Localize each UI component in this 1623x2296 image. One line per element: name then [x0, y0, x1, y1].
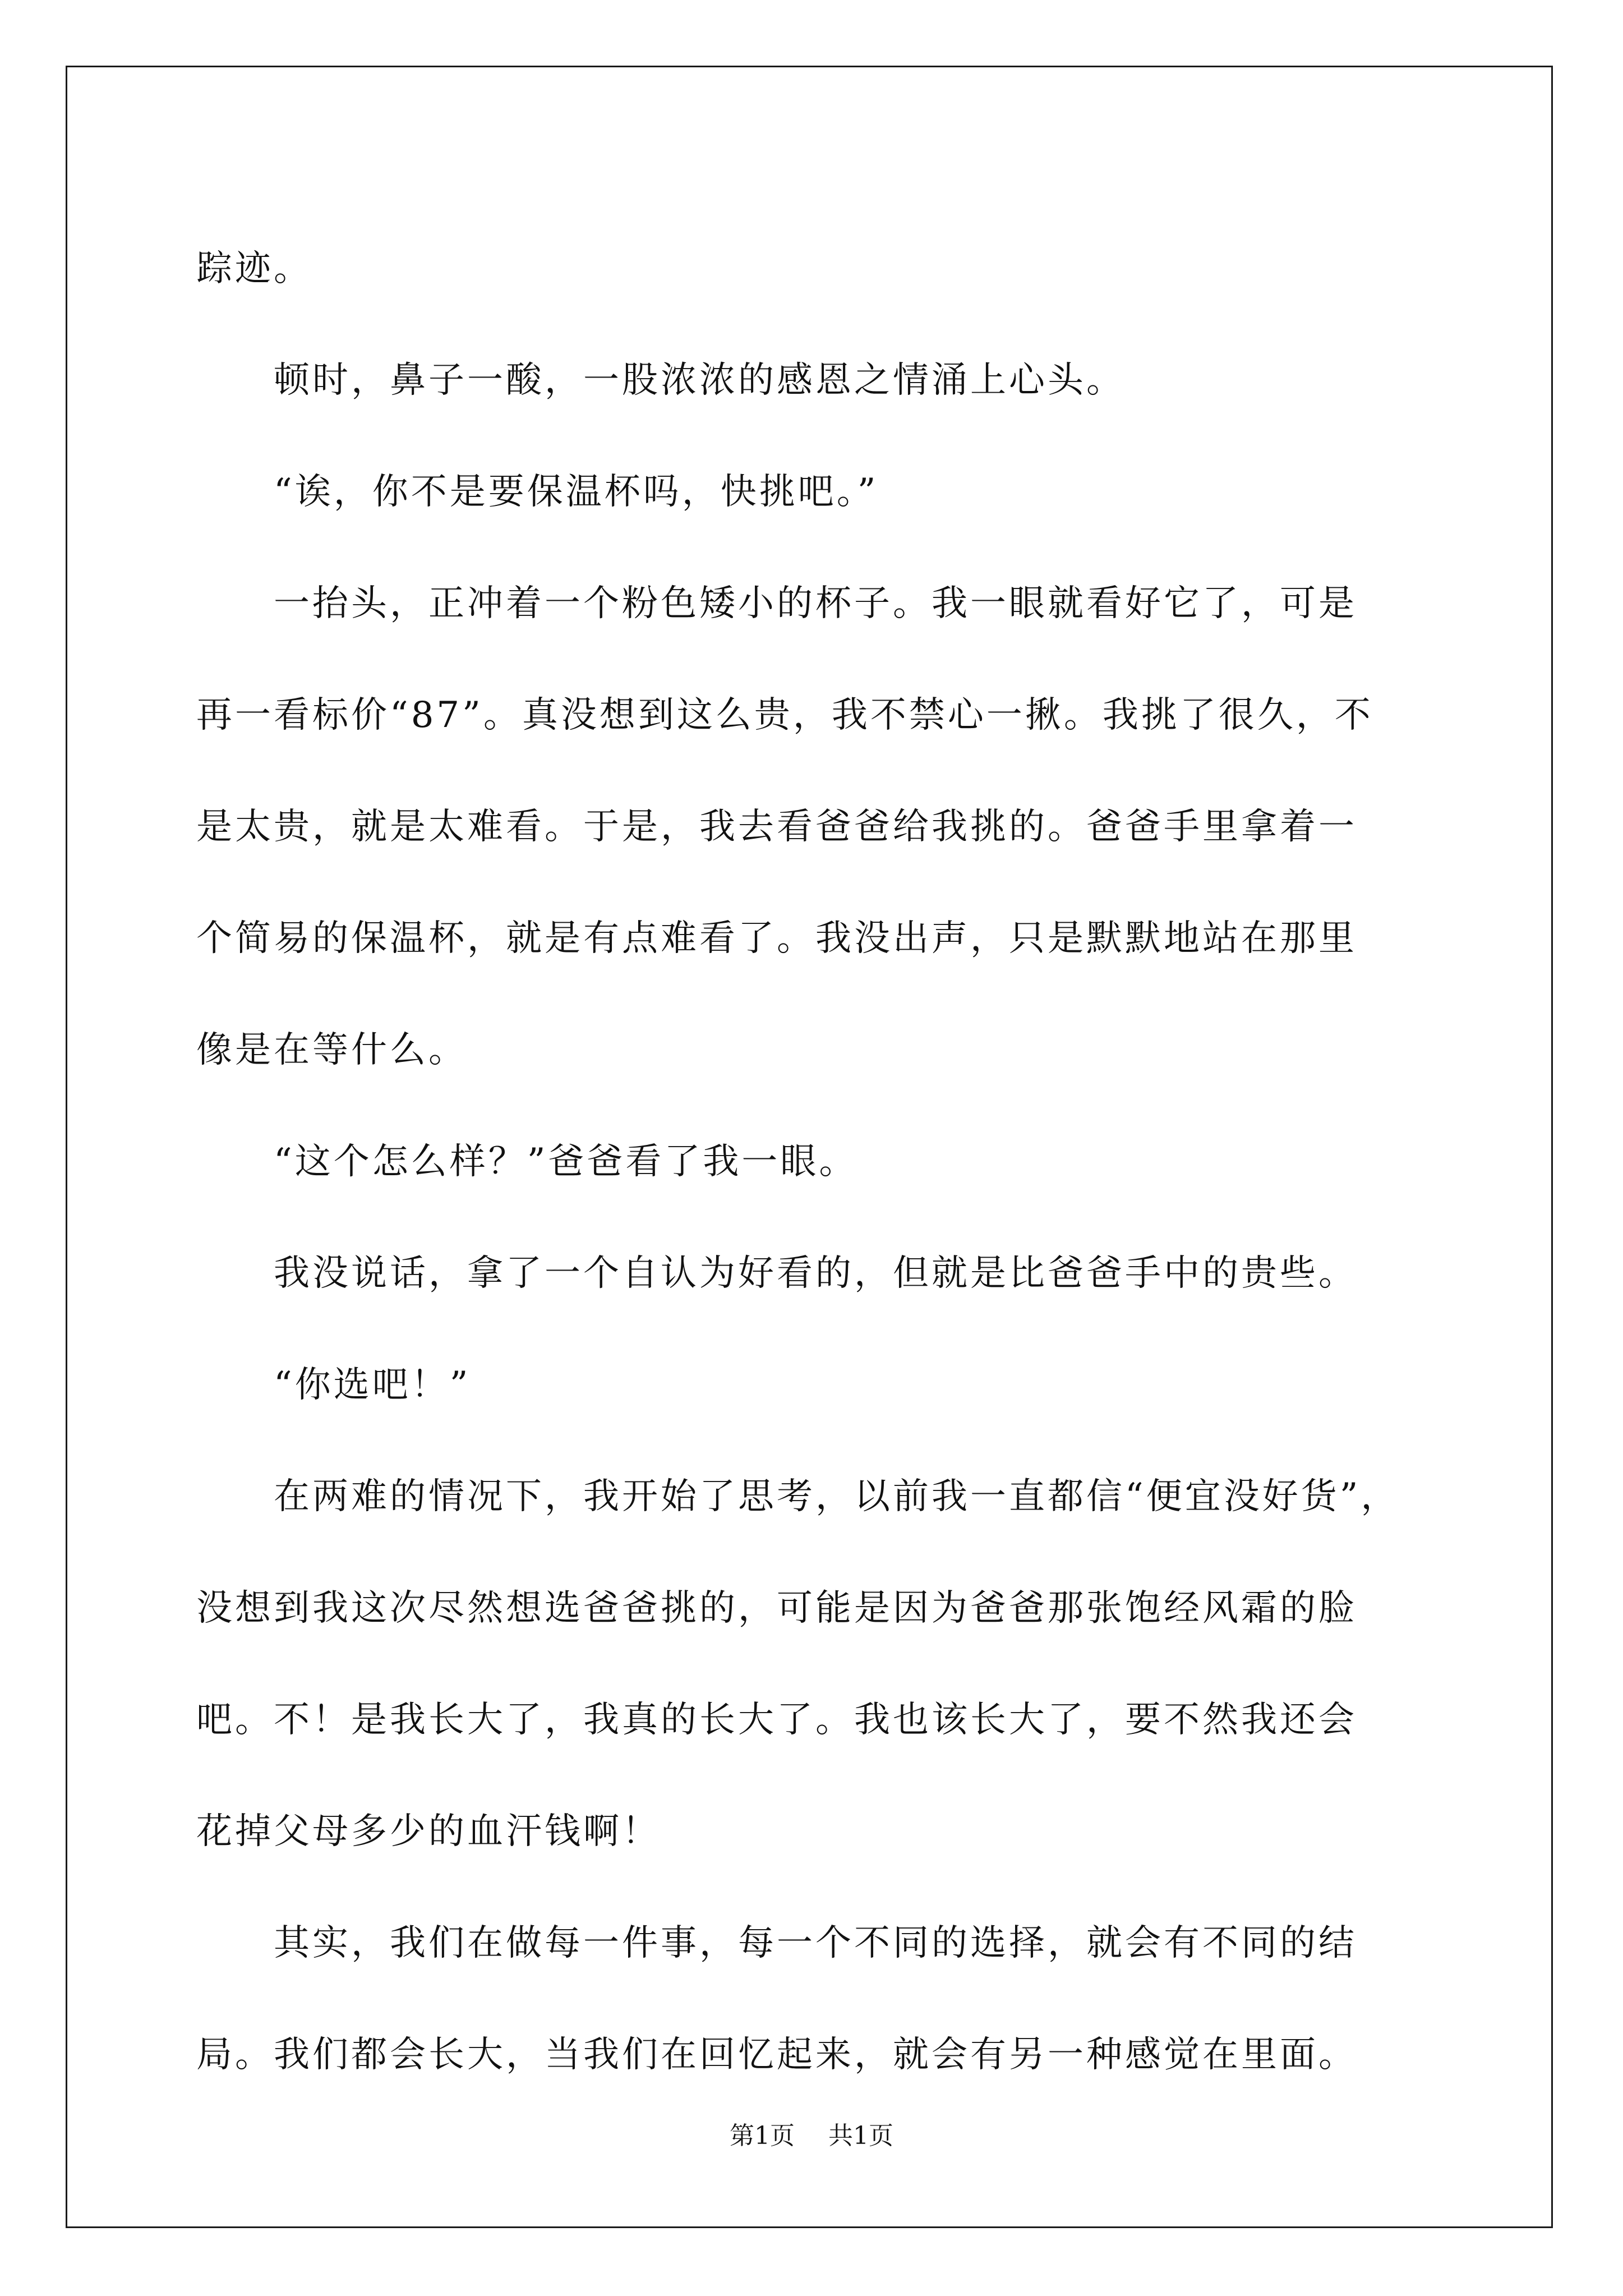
paragraph-line: 吧。不！是我长大了，我真的长大了。我也该长大了，要不然我还会	[196, 1699, 1357, 1741]
paragraph-line: 顿时，鼻子一酸，一股浓浓的感恩之情涌上心头。	[196, 360, 1125, 401]
paragraph-line: 个简易的保温杯，就是有点难看了。我没出声，只是默默地站在那里	[196, 918, 1357, 959]
paragraph-line: 像是在等什么。	[196, 1029, 467, 1071]
paragraph-line: “诶，你不是要保温杯吗，快挑吧。”	[196, 471, 879, 513]
paragraph-line: 是太贵，就是太难看。于是，我去看爸爸给我挑的。爸爸手里拿着一	[196, 806, 1357, 848]
paragraph-line: 踪迹。	[196, 248, 312, 289]
paragraph-line: “这个怎么样？”爸爸看了我一眼。	[196, 1141, 858, 1182]
paragraph-line: 在两难的情况下，我开始了思考，以前我一直都信“便宜没好货”，	[196, 1476, 1400, 1517]
paragraph-line: 再一看标价“87”。真没想到这么贵，我不禁心一揪。我挑了很久，不	[196, 694, 1373, 736]
paragraph-line: “你选吧！”	[196, 1364, 471, 1406]
page-footer	[0, 2119, 1623, 2153]
paragraph-line: 局。我们都会长大，当我们在回忆起来，就会有另一种感觉在里面。	[196, 2034, 1357, 2076]
page-total: 共1页	[828, 2122, 893, 2150]
page-number: 第1页	[730, 2122, 795, 2150]
paragraph-line: 其实，我们在做每一件事，每一个不同的选择，就会有不同的结	[196, 1922, 1357, 1964]
document-body	[196, 213, 1430, 2111]
paragraph-line: 一抬头，正冲着一个粉色矮小的杯子。我一眼就看好它了，可是	[196, 583, 1357, 624]
paragraph-line: 花掉父母多少的血汗钱啊！	[196, 1811, 661, 1852]
paragraph-line: 没想到我这次尽然想选爸爸挑的，可能是因为爸爸那张饱经风霜的脸	[196, 1588, 1357, 1629]
paragraph-line: 我没说话，拿了一个自认为好看的，但就是比爸爸手中的贵些。	[196, 1253, 1357, 1294]
